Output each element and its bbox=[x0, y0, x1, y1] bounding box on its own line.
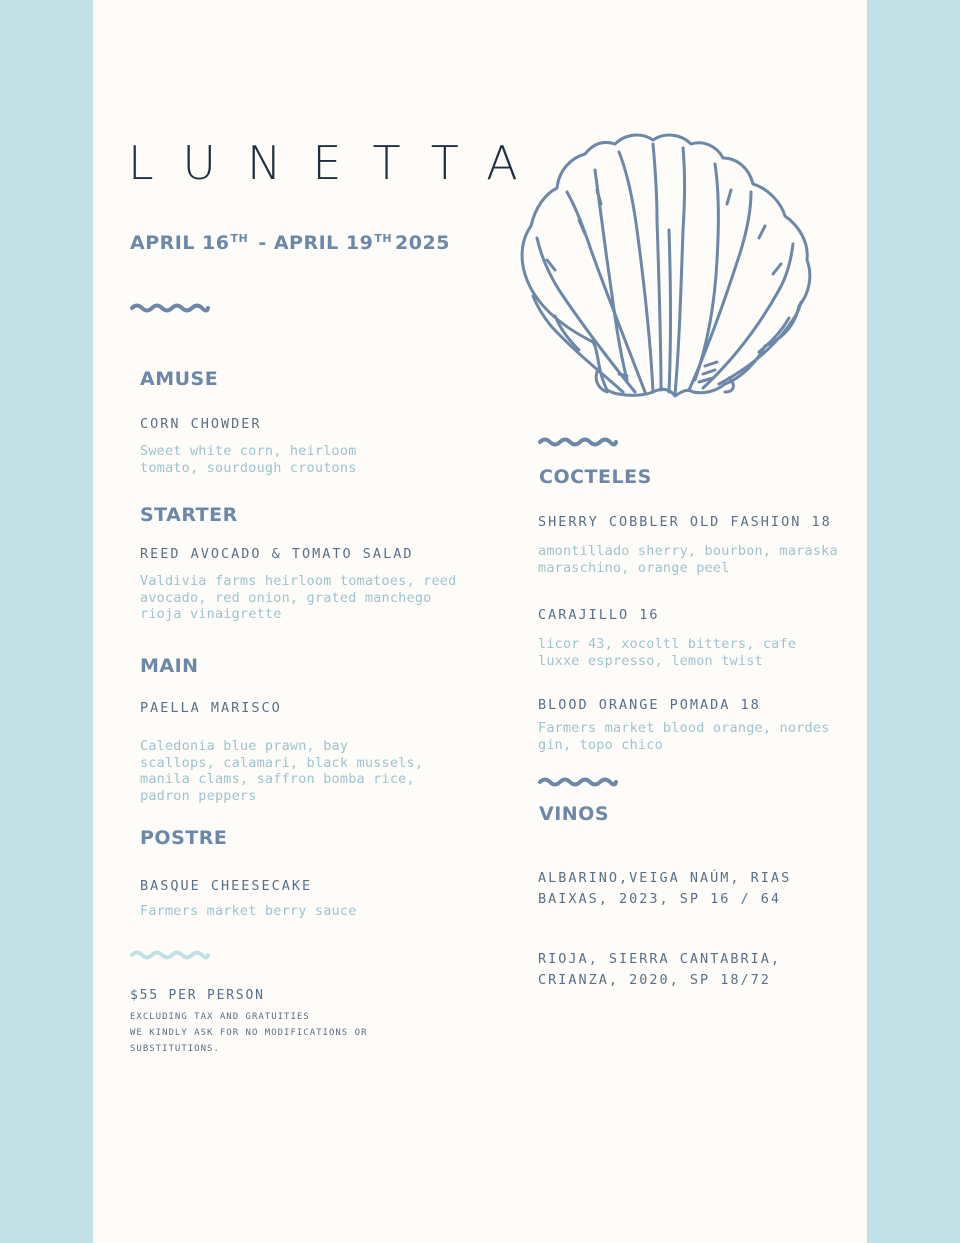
pricing-note-line: WE KINDLY ASK FOR NO MODIFICATIONS OR bbox=[130, 1028, 368, 1038]
pricing-note-line: SUBSTITUTIONS. bbox=[130, 1044, 220, 1054]
item-paella-marisco: PAELLA MARISCO bbox=[140, 700, 282, 716]
section-title-vinos: VINOS bbox=[539, 803, 610, 825]
section-title-amuse: AMUSE bbox=[140, 368, 219, 390]
wine-item: RIOJA, SIERRA CANTABRIA, CRIANZA, 2020, SP 18/72 bbox=[538, 951, 782, 988]
item-corn-chowder: CORN CHOWDER bbox=[140, 416, 262, 432]
price-per-person: $55 PER PERSON bbox=[130, 988, 265, 1003]
pricing-note bbox=[130, 1009, 367, 1057]
item-description bbox=[140, 573, 460, 623]
wave-divider-icon bbox=[130, 303, 210, 313]
scallop-shell-icon bbox=[519, 130, 815, 402]
item-description: Sweet white corn, heirloom tomato, sourdough croutons bbox=[140, 443, 357, 476]
cocktail-description: Farmers market blood orange, nordes gin, topo chico bbox=[538, 720, 830, 753]
item-description: Caledonia blue prawn, bay scallops, calamari, black mussels, manila clams, saffron bomba rice, padron peppers bbox=[140, 738, 424, 804]
wave-divider-icon bbox=[130, 950, 210, 960]
date-start: APRIL 16 bbox=[130, 232, 230, 254]
section-title-main: MAIN bbox=[140, 655, 199, 677]
section-title-postre: POSTRE bbox=[140, 827, 228, 849]
section-title-cocteles: COCTELES bbox=[539, 466, 652, 488]
cocktail-description: licor 43, xocoltl bitters, cafe luxxe espresso, lemon twist bbox=[538, 636, 797, 669]
item-description-line: Valdivia farms heirloom tomatoes, reed avocado, red onion, grated manchego bbox=[140, 573, 457, 606]
item-avocado-tomato-salad: REED AVOCADO & TOMATO SALAD bbox=[140, 546, 414, 562]
date-end: - APRIL 19 bbox=[251, 232, 374, 254]
item-basque-cheesecake: BASQUE CHEESECAKE bbox=[140, 878, 313, 894]
pricing-note-line: EXCLUDING TAX AND GRATUITIES bbox=[130, 1012, 310, 1022]
wave-divider-icon bbox=[538, 777, 618, 787]
item-description-line: rioja vinaigrette bbox=[140, 606, 282, 622]
date-start-suffix: TH bbox=[230, 232, 249, 245]
date-year: 2025 bbox=[395, 232, 450, 254]
menu-page bbox=[93, 0, 867, 1243]
item-description: Farmers market berry sauce bbox=[140, 903, 357, 919]
wave-divider-icon bbox=[538, 437, 618, 447]
date-end-suffix: TH bbox=[374, 232, 393, 245]
restaurant-name: LUNETTA bbox=[128, 136, 549, 190]
section-title-starter: STARTER bbox=[140, 504, 238, 526]
cocktail-name: SHERRY COBBLER OLD FASHION 18 bbox=[538, 514, 832, 530]
cocktail-description: amontillado sherry, bourbon, maraska maraschino, orange peel bbox=[538, 543, 838, 576]
cocktail-name: BLOOD ORANGE POMADA 18 bbox=[538, 697, 761, 713]
event-dates bbox=[130, 232, 450, 254]
cocktail-name: CARAJILLO 16 bbox=[538, 607, 660, 623]
wine-item: ALBARINO,VEIGA NAÚM, RIAS BAIXAS, 2023, SP 16 / 64 bbox=[538, 870, 792, 907]
